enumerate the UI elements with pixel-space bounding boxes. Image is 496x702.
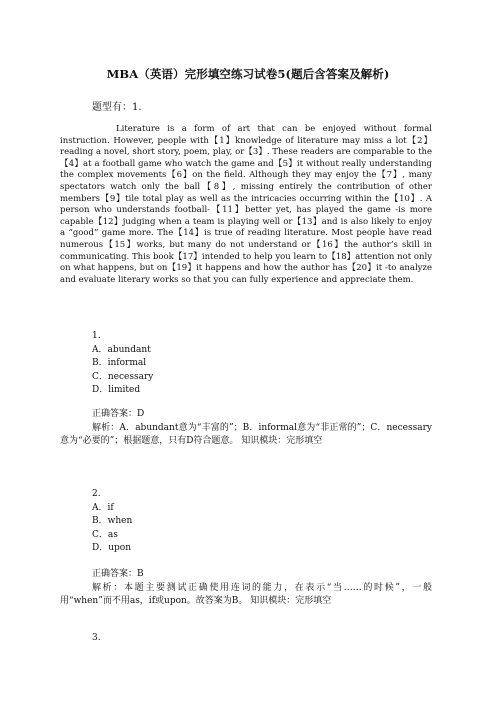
cloze-passage: Literature is a form of art that can be enjoyed without formal instruction. However, people with【1】knowledge of literature may miss a lot【2】reading a novel, short story, poem, play, or【3】. These readers are comparable to the【4】at a football game who watch the game and【5】it without really understanding the complex movements【6】on the field. Although they may enjoy the【7】, many spectators watch only the ball【8】, missing entirely the contribution of other members【9】tile total play as well as the intricacies occurring within the【10】. A person who understands football-【11】better yet, has played the game -is more capable【12】judging when a team is playing well or【13】and is also likely to enjoy a “good” game more. The【14】is true of reading literature. Most people have read numerous【15】works, but many do not understand or【16】the author’s skill in communicating. This book【17】intended to help you learn to【18】attention not only on what happens, but on【19】it happens and how the author has【20】it -to analyze and evaluate literary works so that you can fully experience and appreciate them. [60,124,432,285]
question-3 [92,632,432,646]
question-1 [92,330,432,398]
question-2 [92,488,432,556]
question-number: 2. [92,489,101,499]
question-number: 3. [92,633,101,643]
option-c: C．as [92,529,118,540]
question-number: 1. [92,331,101,341]
option-a: A．if [92,502,114,513]
option-d: D．limited [92,385,141,396]
question-type-label: 题型有：1. [92,102,142,113]
correct-answer: 正确答案：D [92,409,145,419]
explanation: 解析：本题主要测试正确使用连词的能力，在表示“当……的时候”，一般用“when”而不用as，if或upon。故答案为B。 知识模块：完形填空 [60,582,432,607]
option-d: D．upon [92,543,131,554]
page-title: MBA（英语）完形填空练习试卷5(题后含答案及解析) [106,67,390,81]
correct-answer: 正确答案：B [92,569,144,579]
option-c: C．necessary [92,371,154,382]
answer-block-2 [60,568,432,609]
option-b: B．informal [92,358,147,369]
option-b: B．when [92,516,133,527]
option-a: A．abundant [92,344,151,355]
answer-block-1 [60,408,432,449]
explanation: 解析：A．abundant意为“丰富的”；B．informal意为“非正常的”；C．necessary意为“必要的”；根据题意，只有D符合题意。 知识模块：完形填空 [60,422,432,447]
